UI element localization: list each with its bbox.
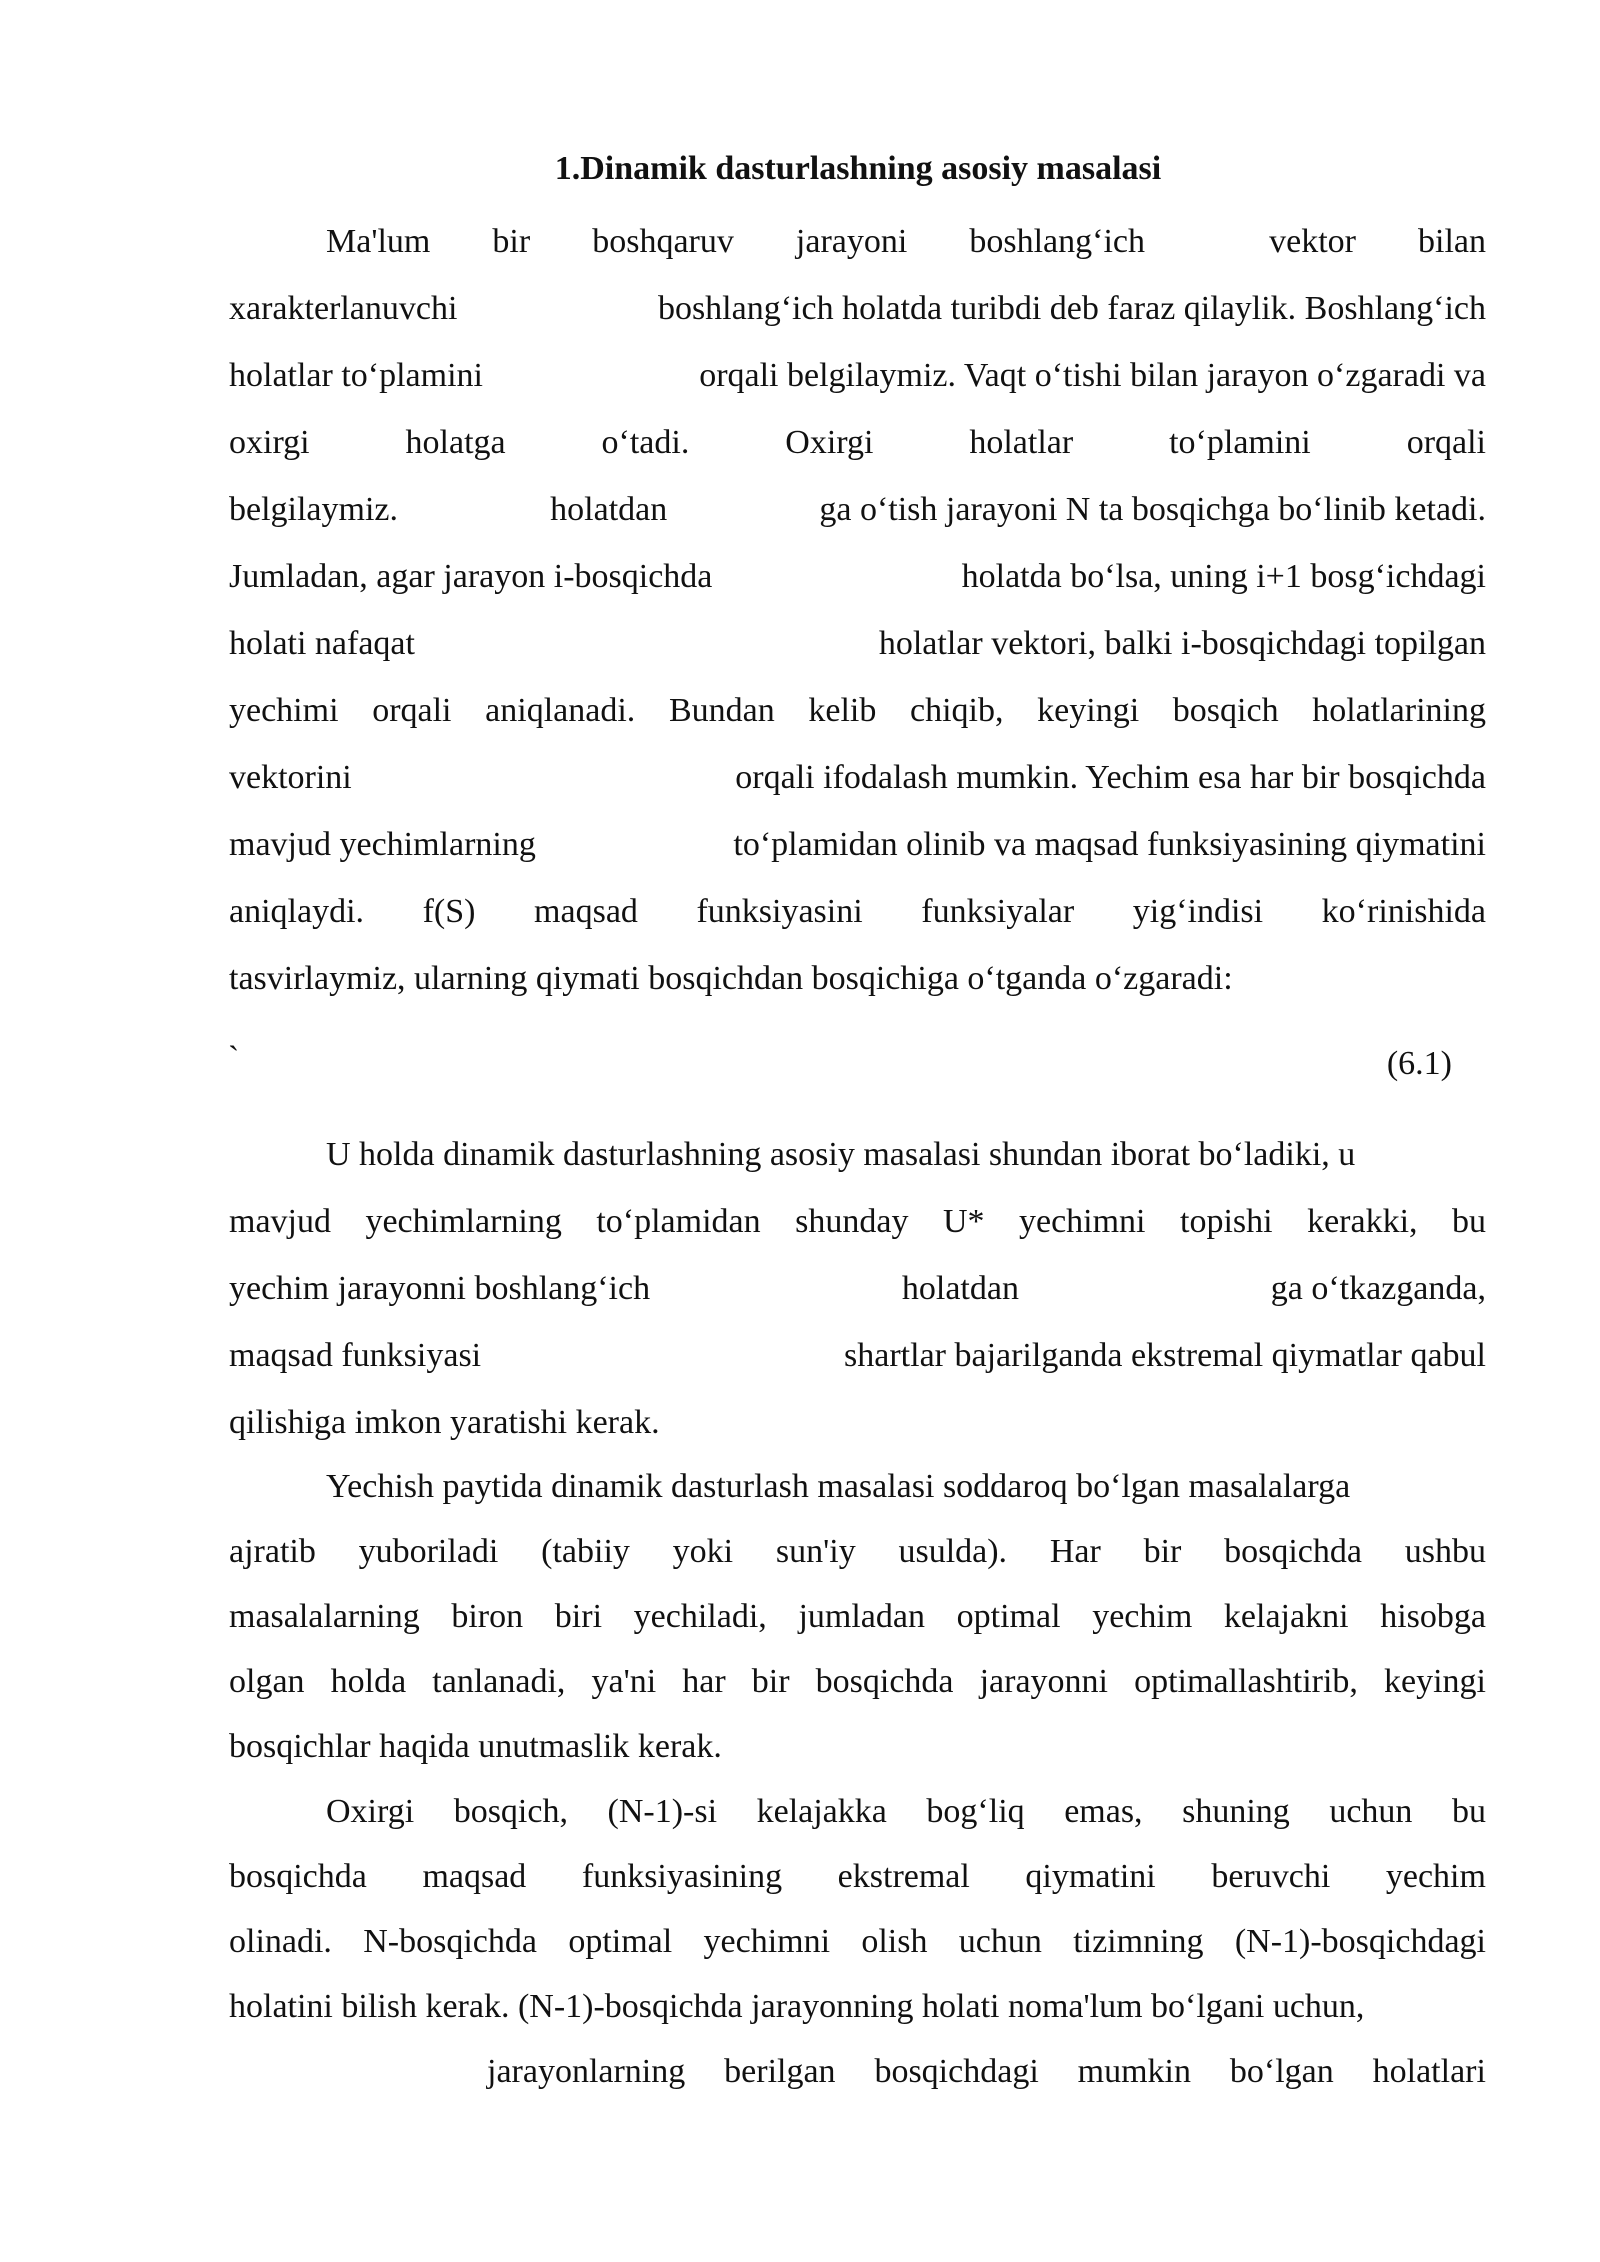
text-segment: (tabiiy: [541, 1533, 630, 1570]
text-segment: mavjud yechimlarning: [229, 826, 536, 863]
section-title: 1.Dinamik dasturlashning asosiy masalasi: [554, 150, 1162, 187]
text-segment: aniqlaydi.: [229, 893, 365, 930]
text-segment: ekstremal: [837, 1858, 970, 1895]
text-segment: holda: [330, 1663, 407, 1700]
text-segment: holatda bo‘lsa, uning i+1 bosg‘ichdagi: [961, 558, 1486, 595]
text-segment: yechimni: [1018, 1203, 1146, 1240]
text-segment: hisobga: [1380, 1598, 1486, 1635]
text-segment: yig‘indisi: [1132, 893, 1264, 930]
text-segment: optimallashtirib,: [1134, 1663, 1358, 1700]
text-segment: funksiyalar: [921, 893, 1075, 930]
text-segment: Ma'lum: [326, 223, 431, 260]
text-segment: orqali ifodalash mumkin. Yechim esa har bir bosqichda: [735, 759, 1486, 796]
text-segment: holatlarining: [1312, 692, 1486, 729]
text-segment: keyingi: [1037, 692, 1140, 729]
text-segment: maqsad: [534, 893, 638, 930]
text-segment: o‘tadi.: [601, 424, 690, 461]
text-segment: funksiyasini: [696, 893, 863, 930]
text-segment: uchun: [958, 1923, 1042, 1960]
text-segment: Har: [1049, 1533, 1101, 1570]
text-segment: holatdan: [901, 1270, 1019, 1307]
text-segment: bir: [751, 1663, 790, 1700]
text-segment: jarayonlarning: [487, 2053, 686, 2090]
text-segment: boshlang‘ich: [969, 223, 1146, 260]
text-segment: berilgan: [724, 2053, 836, 2090]
text-segment: belgilaymiz.: [229, 491, 399, 528]
text-segment: oxirgi: [229, 424, 310, 461]
text-segment: shunday: [795, 1203, 909, 1240]
text-segment: yoki: [672, 1533, 734, 1570]
text-line: [229, 421, 1486, 465]
text-segment: ushbu: [1404, 1533, 1486, 1570]
text-segment: kelib: [808, 692, 877, 729]
text-line: [229, 287, 1486, 331]
text-line: [229, 1267, 1486, 1311]
text-line: [229, 1595, 1486, 1639]
text-segment: holatlar vektori, balki i-bosqichdagi topilgan: [878, 625, 1486, 662]
text-segment: sun'iy: [775, 1533, 856, 1570]
text-segment: Bundan: [668, 692, 775, 729]
text-segment: usulda).: [898, 1533, 1008, 1570]
text-segment: maqsad funksiyasi: [229, 1337, 482, 1374]
text-segment: yechiladi,: [633, 1598, 767, 1635]
text-segment: shartlar bajarilganda ekstremal qiymatlar qabul: [844, 1337, 1486, 1374]
text-segment: to‘plamidan: [596, 1203, 761, 1240]
text-line: [326, 220, 1486, 264]
text-segment: yechimlarning: [365, 1203, 562, 1240]
equation-number: (6.1): [1386, 1045, 1452, 1082]
text-segment: bosqichda: [815, 1663, 954, 1700]
text-segment: Oxirgi: [326, 1793, 415, 1830]
text-segment: (N-1)-bosqichdagi: [1234, 1923, 1486, 1960]
text-line: [229, 622, 1486, 666]
text-segment: orqali belgilaymiz. Vaqt o‘tishi bilan jarayon o‘zgaradi va: [699, 357, 1486, 394]
text-segment: to‘plamini: [1169, 424, 1311, 461]
text-segment: Yechish paytida dinamik dasturlash masalasi soddaroq bo‘lgan masalalarga: [326, 1468, 1351, 1505]
text-segment: ko‘rinishida: [1321, 893, 1486, 930]
text-segment: holatini bilish kerak. (N-1)-bosqichda jarayonning holati noma'lum bo‘lgani uchun,: [229, 1988, 1365, 2025]
text-segment: N-bosqichda: [363, 1923, 537, 1960]
text-line: [229, 957, 1486, 1001]
text-segment: bosqichda: [1224, 1533, 1362, 1570]
text-segment: olinadi.: [229, 1923, 332, 1960]
text-line: [229, 1660, 1486, 1704]
text-line: [229, 1334, 1486, 1378]
text-segment: kelajakni: [1223, 1598, 1349, 1635]
text-segment: orqali: [1406, 424, 1486, 461]
text-segment: tasvirlaymiz, ularning qiymati bosqichdan bosqichiga o‘tganda o‘zgaradi:: [229, 960, 1233, 997]
text-segment: ga o‘tkazganda,: [1270, 1270, 1486, 1307]
text-segment: bosqich: [1172, 692, 1279, 729]
text-segment: mumkin: [1077, 2053, 1191, 2090]
text-segment: bosqichdagi: [874, 2053, 1039, 2090]
text-segment: bir: [492, 223, 531, 260]
text-line: [229, 1725, 1486, 1769]
text-segment: jarayoni: [795, 223, 908, 260]
text-segment: topishi: [1180, 1203, 1273, 1240]
text-segment: yechimi: [229, 692, 339, 729]
text-segment: optimal: [568, 1923, 673, 1960]
text-segment: masalalarning: [229, 1598, 420, 1635]
text-line: [229, 756, 1486, 800]
text-segment: boshlang‘ich holatda turibdi deb faraz qilaylik. Boshlang‘ich: [657, 290, 1486, 327]
text-segment: holatlar to‘plamini: [229, 357, 483, 394]
text-segment: bu: [1451, 1793, 1486, 1830]
text-segment: vektor: [1269, 223, 1356, 260]
text-segment: bosqichlar haqida unutmaslik kerak.: [229, 1728, 722, 1765]
text-segment: beruvchi: [1211, 1858, 1331, 1895]
text-segment: kelajakka: [756, 1793, 887, 1830]
text-line: [229, 1985, 1486, 2029]
text-segment: bo‘lgan: [1229, 2053, 1334, 2090]
text-segment: bosqich,: [453, 1793, 568, 1830]
text-line: [229, 890, 1486, 934]
text-line: [326, 1465, 1486, 1509]
text-segment: jarayonni: [979, 1663, 1109, 1700]
text-segment: biri: [554, 1598, 603, 1635]
text-segment: holatdan: [550, 491, 668, 528]
text-segment: funksiyasining: [581, 1858, 783, 1895]
equation-tick: `: [228, 1040, 240, 1077]
text-segment: bu: [1452, 1203, 1486, 1240]
text-line: [229, 689, 1486, 733]
text-segment: aniqlanadi.: [485, 692, 636, 729]
text-segment: yechimni: [703, 1923, 831, 1960]
text-segment: to‘plamidan olinib va maqsad funksiyasining qiymatini: [733, 826, 1486, 863]
text-segment: xarakterlanuvchi: [229, 290, 458, 327]
text-line: [487, 2050, 1486, 2094]
text-segment: U*: [942, 1203, 985, 1240]
text-line: [229, 1200, 1486, 1244]
text-line: [229, 488, 1486, 532]
text-segment: har: [682, 1663, 726, 1700]
text-segment: kerakki,: [1307, 1203, 1418, 1240]
text-line: [229, 1855, 1486, 1899]
text-segment: jumladan: [798, 1598, 925, 1635]
text-segment: bilan: [1418, 223, 1486, 260]
text-line: [229, 1920, 1486, 1964]
text-segment: optimal: [956, 1598, 1061, 1635]
text-line: [229, 1401, 1486, 1445]
text-segment: ga o‘tish jarayoni N ta bosqichga bo‘linib ketadi.: [819, 491, 1486, 528]
text-segment: olgan: [229, 1663, 305, 1700]
text-segment: Jumladan, agar jarayon i-bosqichda: [229, 558, 713, 595]
text-segment: holatlar: [969, 424, 1074, 461]
text-segment: emas,: [1064, 1793, 1143, 1830]
text-segment: vektorini: [229, 759, 352, 796]
text-line: [229, 1530, 1486, 1574]
text-segment: chiqib,: [910, 692, 1004, 729]
text-segment: mavjud: [229, 1203, 331, 1240]
text-segment: U holda dinamik dasturlashning asosiy masalasi shundan iborat bo‘ladiki, u: [326, 1136, 1356, 1173]
text-segment: biron: [451, 1598, 524, 1635]
text-line: [326, 1133, 1486, 1177]
text-segment: f(S): [422, 893, 476, 930]
text-segment: uchun: [1329, 1793, 1413, 1830]
text-segment: bog‘liq: [926, 1793, 1025, 1830]
text-segment: shuning: [1182, 1793, 1290, 1830]
text-segment: (N-1)-si: [607, 1793, 718, 1830]
text-line: [229, 823, 1486, 867]
text-segment: yechim: [1092, 1598, 1193, 1635]
text-segment: holatlari: [1372, 2053, 1486, 2090]
text-line: [326, 1790, 1486, 1834]
text-segment: ajratib: [229, 1533, 316, 1570]
text-segment: bosqichda: [229, 1858, 367, 1895]
text-segment: holati nafaqat: [229, 625, 415, 662]
text-segment: qilishiga imkon yaratishi kerak.: [229, 1404, 660, 1441]
text-segment: ya'ni: [591, 1663, 657, 1700]
text-segment: keyingi: [1384, 1663, 1486, 1700]
text-segment: olish: [861, 1923, 928, 1960]
text-line: [229, 354, 1486, 398]
text-segment: boshqaruv: [592, 223, 734, 260]
text-segment: bir: [1143, 1533, 1182, 1570]
text-segment: yuboriladi: [358, 1533, 499, 1570]
text-segment: maqsad: [422, 1858, 527, 1895]
text-segment: holatga: [405, 424, 506, 461]
text-segment: qiymatini: [1025, 1858, 1156, 1895]
text-line: [229, 555, 1486, 599]
text-segment: tizimning: [1073, 1923, 1204, 1960]
text-segment: yechim jarayonni boshlang‘ich: [229, 1270, 651, 1307]
text-segment: yechim: [1385, 1858, 1486, 1895]
text-segment: Oxirgi: [785, 424, 874, 461]
text-segment: tanlanadi,: [432, 1663, 566, 1700]
text-segment: orqali: [372, 692, 452, 729]
